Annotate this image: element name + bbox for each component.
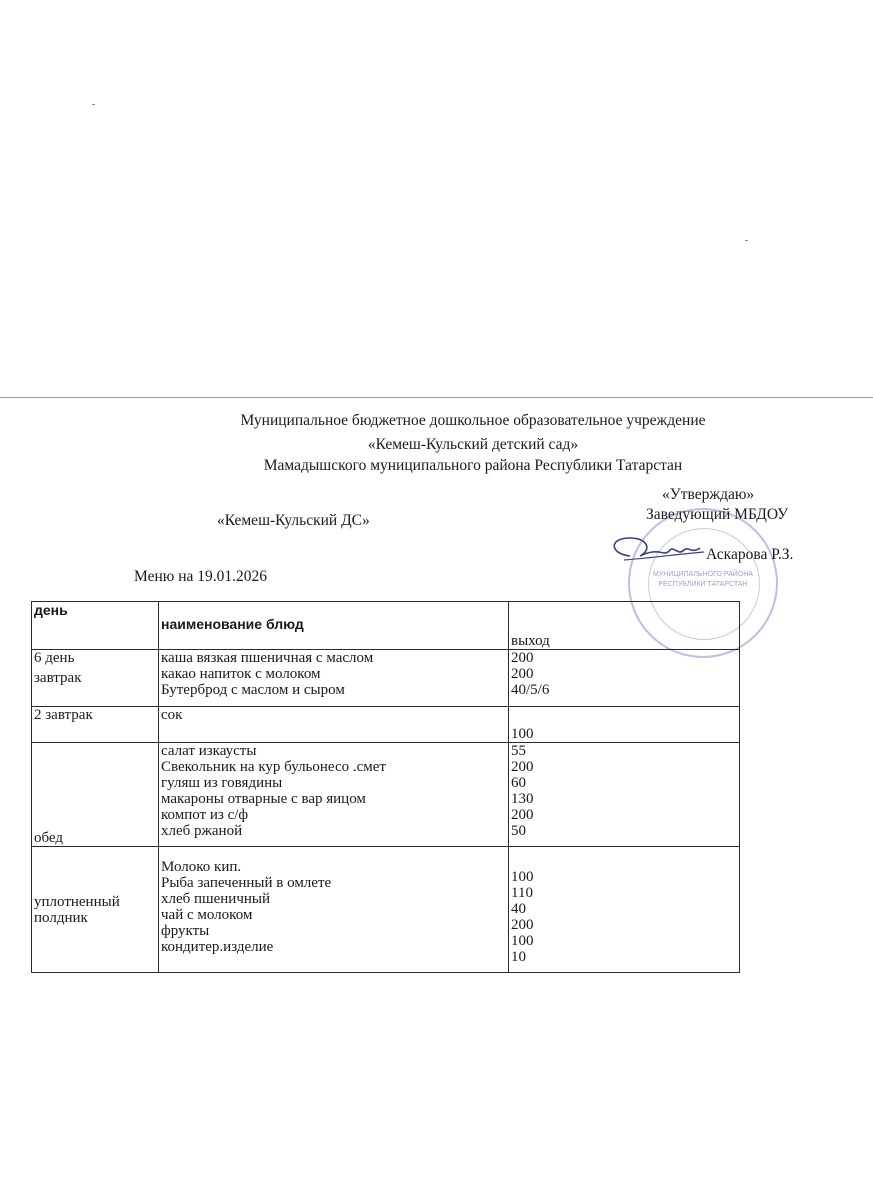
table-row	[32, 847, 740, 973]
row-outputs: 100 110 40 200 100 10	[509, 847, 740, 973]
official-stamp: МУНИЦИПАЛЬНОГО РАЙОНА РЕСПУБЛИКИ ТАТАРСТАН	[628, 508, 778, 658]
row-day: уплотненный полдник	[32, 847, 159, 973]
table-row	[32, 650, 740, 707]
header-line-2: «Кемеш-Кульский детский сад»	[367, 436, 579, 453]
row-dishes: каша вязкая пшеничная с маслом какао напиток с молоком Бутерброд с маслом и сыром	[159, 650, 509, 707]
row-dishes: Молоко кип. Рыба запеченный в омлете хлеб пшеничный чай с молоком фрукты кондитер.изделие	[159, 847, 509, 973]
table-row	[32, 707, 740, 743]
row-day: 2 завтрак	[32, 707, 159, 743]
menu-table	[31, 601, 740, 973]
row-day: 6 день завтрак	[32, 650, 159, 707]
header-line-3: Мамадышского муниципального района Республики Татарстан	[263, 457, 683, 474]
scan-fold-line	[0, 397, 873, 398]
header-dish: наименование блюд	[159, 602, 509, 650]
signature-mark	[600, 528, 710, 568]
approver-name: Аскарова Р.З.	[706, 546, 794, 563]
menu-title: Меню на 19.01.2026	[134, 568, 268, 585]
scan-speck	[92, 104, 95, 105]
row-dishes: салат изкаусты Свекольник на кур бульонесо .смет гуляш из говядины макароны отварные с вар яицом компот из с/ф хлеб ржаной	[159, 743, 509, 847]
row-day: обед	[32, 743, 159, 847]
table-row	[32, 743, 740, 847]
row-outputs: 55 200 60 130 200 50	[509, 743, 740, 847]
row-outputs: 200 200 40/5/6	[509, 650, 740, 707]
header-day: день	[32, 602, 159, 650]
org-short-name: «Кемеш-Кульский ДС»	[217, 512, 370, 529]
approve-label: «Утверждаю»	[662, 486, 755, 503]
header-line-1: Муниципальное бюджетное дошкольное образовательное учреждение	[240, 412, 706, 429]
table-header-row	[32, 602, 740, 650]
scan-speck	[745, 240, 748, 241]
row-outputs: 100	[509, 707, 740, 743]
approver-position: Заведующий МБДОУ	[646, 506, 789, 523]
header-output: выход	[509, 602, 740, 650]
row-dishes: сок	[159, 707, 509, 743]
